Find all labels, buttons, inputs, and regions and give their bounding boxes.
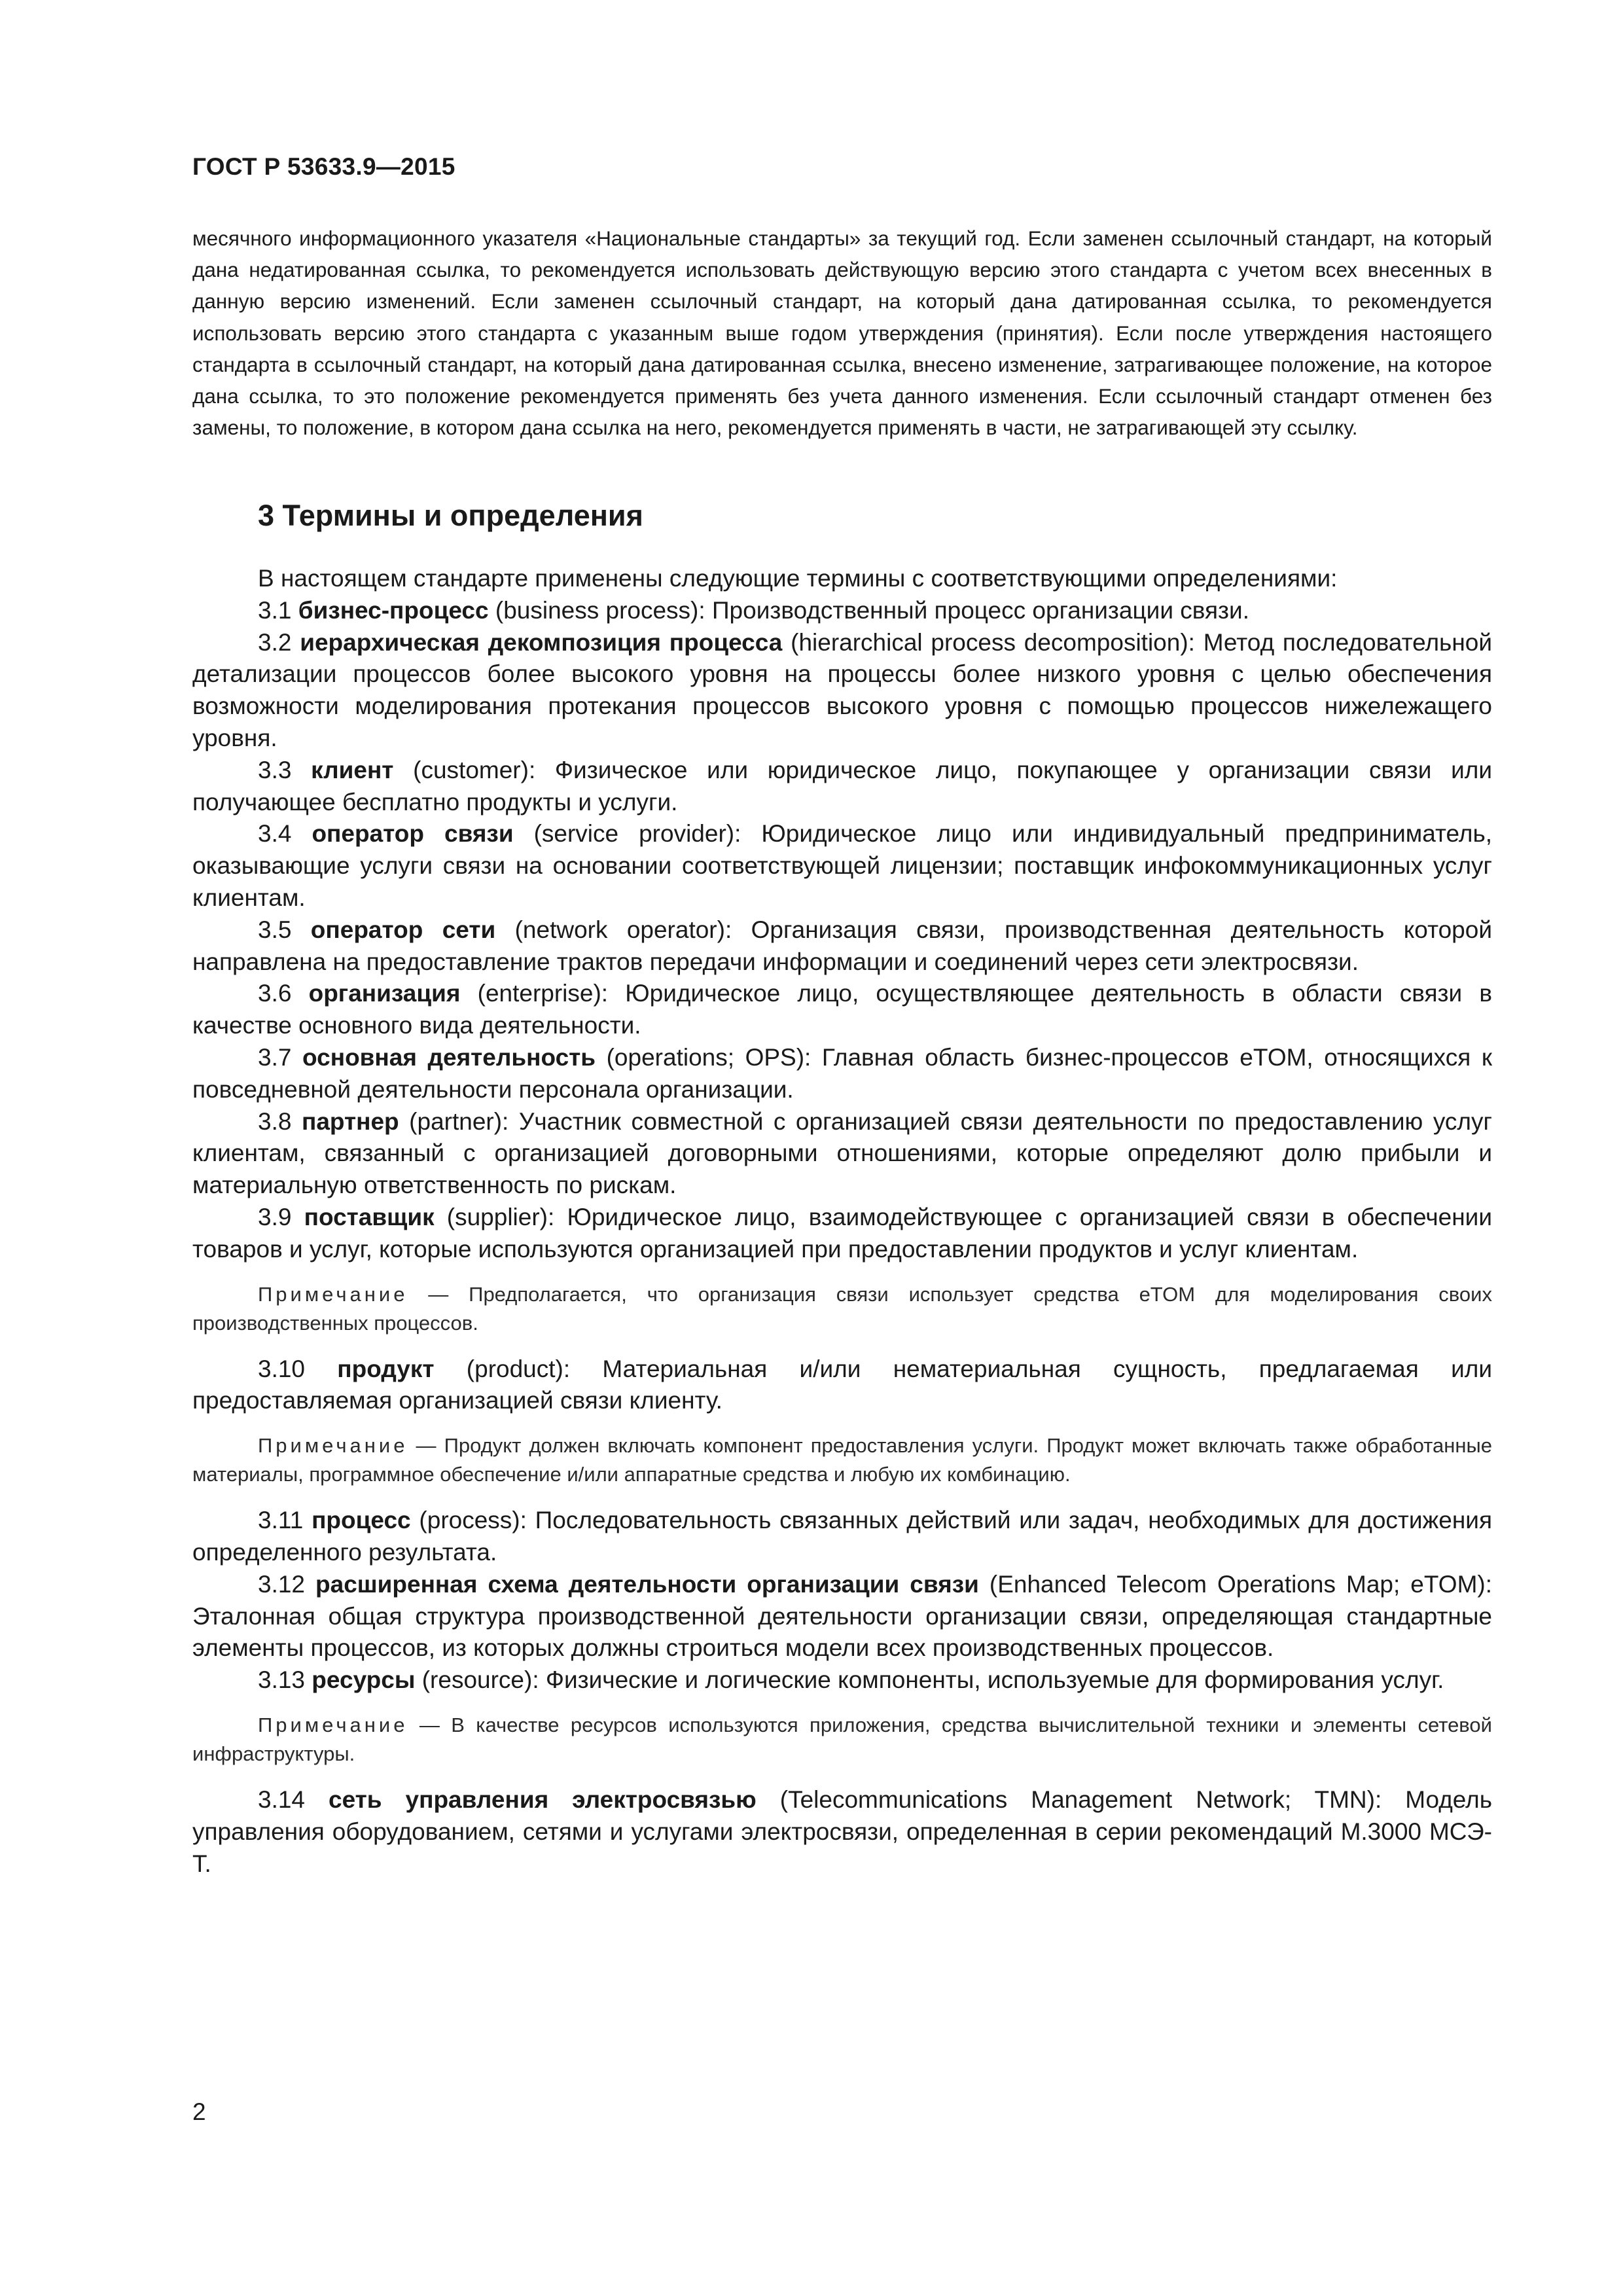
term-name: бизнес-процесс xyxy=(298,596,489,624)
term-name: оператор связи xyxy=(312,820,514,848)
term-definition: 3.8 партнер (partner): Участник совместной с организацией связи деятельности по предоставлению услуг клиентам, связанный с организацией договорными отношениями, которые определяют долю прибыли и материальную ответственность по рискам. xyxy=(192,1107,1492,1199)
note: Примечание — В качестве ресурсов используются приложения, средства вычислительной техники и элементы сетевой инфраструктуры. xyxy=(192,1713,1492,1765)
term-name: ресурсы xyxy=(312,1666,416,1694)
term-definition: 3.9 поставщик (supplier): Юридическое лицо, взаимодействующее с организацией связи в обеспечении товаров и услуг, которые используются организацией при предоставлении продуктов и услуг клиентам. xyxy=(192,1203,1492,1263)
note-label: Примечание xyxy=(258,1434,408,1458)
term-name: иерархическая декомпозиция процесса xyxy=(300,628,783,656)
term-definition: 3.1 бизнес-процесс (business process): Производственный процесс организации связи. xyxy=(258,596,1249,624)
term-name: расширенная схема деятельности организации связи xyxy=(315,1570,979,1598)
term-definition: 3.12 расширенная схема деятельности организации связи (Enhanced Telecom Operations Map; eTOM): Эталонная общая структура производственной деятельности организации связи, определяющая стандартные элементы процессов, из которых должны строиться модели всех производственных процессов. xyxy=(192,1570,1492,1662)
term-name: процесс xyxy=(312,1507,411,1534)
document-code-header: ГОСТ Р 53633.9—2015 xyxy=(192,153,455,180)
term-definition: 3.7 основная деятельность (operations; OPS): Главная область бизнес-процессов eTOM, относящихся к повседневной деятельности персонала организации. xyxy=(192,1043,1493,1103)
term-name: партнер xyxy=(301,1107,399,1135)
note: Примечание — Продукт должен включать компонент предоставления услуги. Продукт может включать также обработанные материалы, программное обеспечение и/или аппаратные средства и любую их комбинацию. xyxy=(192,1434,1492,1486)
term-name: сеть управления электросвязью xyxy=(329,1785,757,1813)
intro-paragraph: месячного информационного указателя «Национальные стандарты» за текущий год. Если заменен ссылочный стандарт, на который дана недатированная ссылка, то рекомендуется использовать действующую версию этого стандарта с учетом всех внесенных в данную версию изменений. Если заменен ссылочный стандарт, на который дана датированная ссылка, то рекомендуется использовать версию этого стандарта с указанным выше годом утверждения (принятия). Если после утверждения настоящего стандарта в ссылочный стандарт, на который дана датированная ссылка, внесено изменение, затрагивающее положение, на которое дана ссылка, то это положение рекомендуется применять без учета данного изменения. Если ссылочный стандарт отменен без замены, то положение, в котором дана ссылка на него, рекомендуется применять в части, не затрагивающей эту ссылку. xyxy=(192,226,1492,440)
section-title: 3 Термины и определения xyxy=(258,499,643,532)
term-name: продукт xyxy=(337,1355,435,1382)
term-name: поставщик xyxy=(304,1203,435,1230)
term-definition: 3.2 иерархическая декомпозиция процесса (hierarchical process decomposition): Метод последовательной детализации процессов более высокого уровня на процессы более низкого уровня с целью обеспечения возможности моделирования протекания процессов высокого уровня с помощью процессов нижележащего уровня. xyxy=(192,628,1492,751)
term-definition: 3.10 продукт (product): Материальная и/или нематериальная сущность, предлагаемая или предоставляемая организацией связи клиенту. xyxy=(192,1355,1492,1414)
term-name: клиент xyxy=(311,756,394,783)
note-label: Примечание xyxy=(258,1282,408,1306)
term-definition: 3.4 оператор связи (service provider): Юридическое лицо или индивидуальный предприниматель, оказывающие услуги связи на основании соответствующей лицензии; поставщик инфокоммуникационных услуг клиентам. xyxy=(192,820,1492,911)
term-definition: 3.11 процесс (process): Последовательность связанных действий или задач, необходимых для достижения определенного результата. xyxy=(192,1507,1492,1566)
note: Примечание — Предполагается, что организация связи использует средства eTOM для моделирования своих производственных процессов. xyxy=(192,1282,1492,1335)
terms-list xyxy=(192,563,1492,1880)
note-label: Примечание xyxy=(258,1713,408,1736)
term-definition: 3.3 клиент (customer): Физическое или юридическое лицо, покупающее у организации связи или получающее бесплатно продукты и услуги. xyxy=(192,756,1492,816)
page-number: 2 xyxy=(192,2098,206,2125)
term-definition: 3.6 организация (enterprise): Юридическое лицо, осуществляющее деятельность в области связи в качестве основного вида деятельности. xyxy=(192,980,1492,1039)
term-name: организация xyxy=(308,980,461,1007)
term-name: основная деятельность xyxy=(302,1043,596,1071)
term-definition: 3.14 сеть управления электросвязью (Telecommunications Management Network; TMN): Модель управления оборудованием, сетями и услугами электросвязи, определенная в серии рекомендаций М.3000 МСЭ-Т. xyxy=(192,1785,1493,1877)
term-name: оператор сети xyxy=(310,916,496,943)
section-lead: В настоящем стандарте применены следующие термины с соответствующими определениями: xyxy=(258,565,1338,592)
term-definition: 3.13 ресурсы (resource): Физические и логические компоненты, используемые для формирования услуг. xyxy=(258,1666,1444,1694)
term-definition: 3.5 оператор сети (network operator): Организация связи, производственная деятельность которой направлена на предоставление трактов передачи информации и соединений через сети электросвязи. xyxy=(192,916,1493,975)
